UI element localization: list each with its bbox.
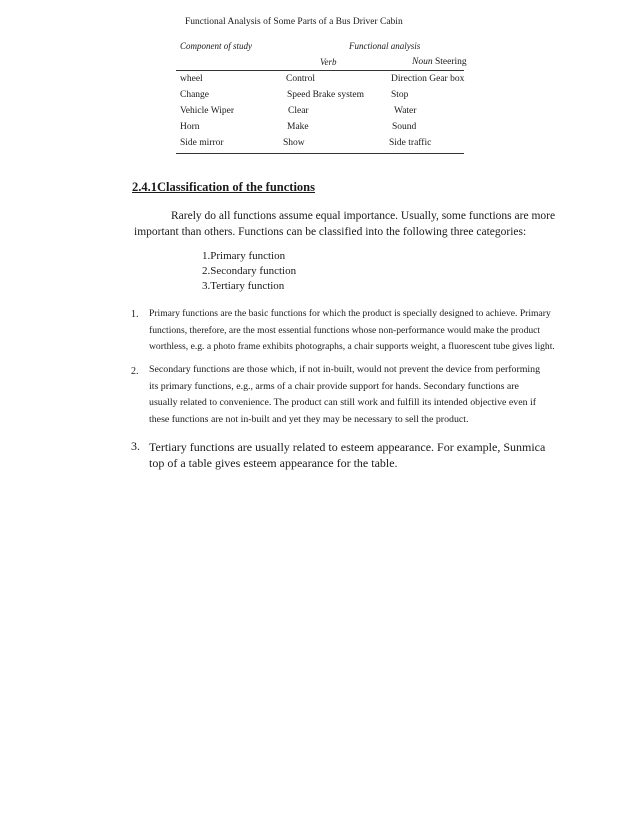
row-3-verb: Clear (288, 106, 309, 116)
row-1-component: wheel (180, 74, 203, 84)
item-2-line-2: its primary functions, e.g., arms of a chair provide support for hands. Secondary functions are (149, 380, 519, 392)
item-3-number: 3. (131, 439, 140, 453)
header-noun (412, 57, 467, 67)
row-4-verb: Make (287, 122, 309, 132)
category-secondary: 2.Secondary function (202, 265, 297, 277)
item-2-line-3: usually related to convenience. The product can still work and fulfill its intended objective even if (149, 397, 537, 408)
item-3-line-2: top of a table gives esteem appearance for the table. (149, 456, 398, 470)
item-1-line-1: Primary functions are the basic functions for which the product is specially designed to achieve. Primary (149, 308, 551, 319)
row-1-verb: Control (286, 74, 316, 84)
row-1-noun: Direction Gear box (391, 74, 465, 84)
item-2-number: 2. (131, 366, 139, 377)
item-1-line-3: worthless, e.g. a photo frame exhibits photographs, a chair supports weight, a fluorescent tube gives light. (149, 341, 555, 352)
header-component-of-study: Component of study (180, 41, 252, 51)
item-2-text (149, 362, 567, 428)
row-5-noun: Side traffic (389, 138, 432, 148)
row-3-noun: Water (394, 106, 417, 116)
intro-line-1: Rarely do all functions assume equal importance. Usually, some functions are more (171, 210, 556, 222)
row-3-component: Vehicle Wiper (180, 106, 235, 116)
item-1-line-2: functions, therefore, are the most essential functions whose non-performance would make the product (149, 324, 541, 336)
category-primary: 1.Primary function (202, 250, 286, 262)
row-2-verb: Speed Brake system (287, 90, 365, 100)
row-4-noun: Sound (392, 122, 417, 132)
intro-line-2: important than others. Functions can be classified into the following three categories: (134, 226, 527, 238)
section-heading: 2.4.1Classification of the functions (132, 180, 315, 194)
table-bottom-rule (176, 153, 464, 154)
item-2-line-4: these functions are not in-built and yet they may be necessary to sell the product. (149, 413, 469, 425)
table-caption: Functional Analysis of Some Parts of a Bus Driver Cabin (185, 17, 403, 27)
header-noun-label: Noun (412, 57, 433, 67)
item-1-text (149, 306, 567, 356)
header-noun-suffix: Steering (434, 57, 467, 67)
item-2-line-1: Secondary functions are those which, if not in-built, would not prevent the device from performing (149, 364, 541, 375)
item-3-text (149, 439, 569, 471)
table-header-rule (176, 70, 464, 71)
row-4-component: Horn (180, 122, 200, 132)
header-functional-analysis: Functional analysis (349, 41, 421, 51)
item-1-number: 1. (131, 309, 139, 320)
row-5-component: Side mirror (180, 138, 224, 148)
header-verb: Verb (320, 57, 337, 67)
item-3-line-1: Tertiary functions are usually related to esteem appearance. For example, Sunmica (149, 440, 546, 454)
row-5-verb: Show (283, 138, 305, 148)
category-tertiary: 3.Tertiary function (202, 280, 285, 292)
row-2-component: Change (180, 90, 210, 100)
row-2-noun: Stop (391, 90, 409, 100)
